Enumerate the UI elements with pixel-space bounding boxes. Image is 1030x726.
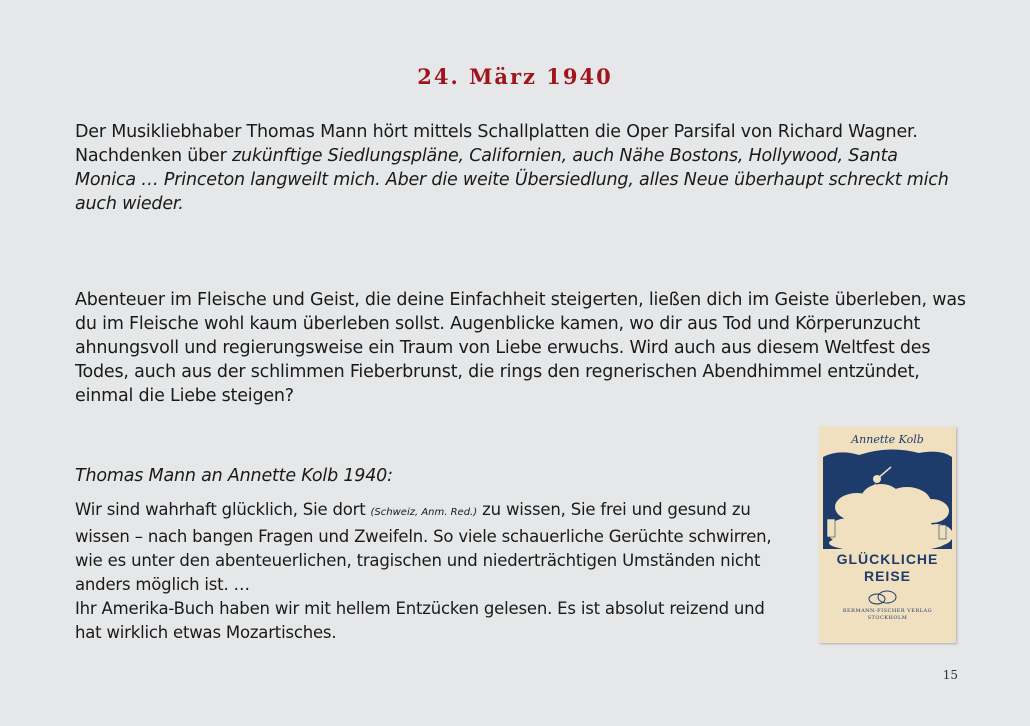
letter-part-2: zu wissen, Sie frei und gesund zu wissen – nach bangen Fragen und Zweifeln. So viele schauerliche Gerüchte schwirren, wie es unter den abenteuerlichen, tragischen und niederträchtigen Umständen nicht anders möglich ist. … — [75, 500, 772, 594]
cover-publisher-line-2: STOCKHOLM — [867, 615, 908, 621]
letter-paragraph-2: Ihr Amerika-Buch haben wir mit hellem Entzücken gelesen. Es ist absolut reizend und hat wirklich etwas Mozartisches. — [75, 599, 765, 642]
letter-part-1: Wir sind wahrhaft glücklich, Sie dort — [75, 500, 371, 519]
intro-line: Der Musikliebhaber Thomas Mann hört mittels Schallplatten die Oper Parsifal von Richard Wagner. — [75, 122, 918, 142]
cover-title — [819, 551, 956, 585]
quote-paragraph — [75, 288, 975, 408]
cover-publisher — [819, 608, 956, 622]
intro-paragraph — [75, 120, 955, 216]
letter-paragraph-1 — [75, 498, 795, 597]
diary-quote: zukünftige Siedlungspläne, Californien, auch Nähe Bostons, Hollywood, Santa Monica … Princeton langweilt mich. Aber die weite Übersiedlung, alles Neue überhaupt schreckt mich auch wieder. — [75, 146, 949, 214]
book-cover-image — [819, 427, 956, 643]
letter-text — [75, 498, 795, 645]
cover-author: Annette Kolb — [851, 433, 924, 446]
intro-lead: Nachdenken über — [75, 146, 232, 166]
parsifal-quote: Abenteuer im Fleische und Geist, die deine Einfachheit steigerten, ließen dich im Geiste überleben, was du im Fleische wohl kaum überleben sollst. Augenblicke kamen, wo dir aus Tod und Körperunzucht ahnungsvoll und regierungsweise ein Traum von Liebe erwuchs. Wird auch aus diesem Weltfest des Todes, auch aus der schlimmen Fieberbrunst, die rings den regnerischen Abendhimmel entzündet, einmal die Liebe steigen? — [75, 290, 966, 406]
intro-quote-line — [75, 144, 955, 216]
editor-note: (Schweiz, Anm. Red.) — [370, 507, 478, 518]
page-number: 15 — [942, 668, 958, 682]
cover-title-line-2: REISE — [863, 568, 911, 584]
letter-heading: Thomas Mann an Annette Kolb 1940: — [75, 466, 393, 486]
page-title: 24. März 1940 — [417, 64, 613, 89]
cover-title-line-1: GLÜCKLICHE — [836, 551, 939, 567]
cover-publisher-line-1: BERMANN-FISCHER VERLAG — [842, 608, 933, 614]
